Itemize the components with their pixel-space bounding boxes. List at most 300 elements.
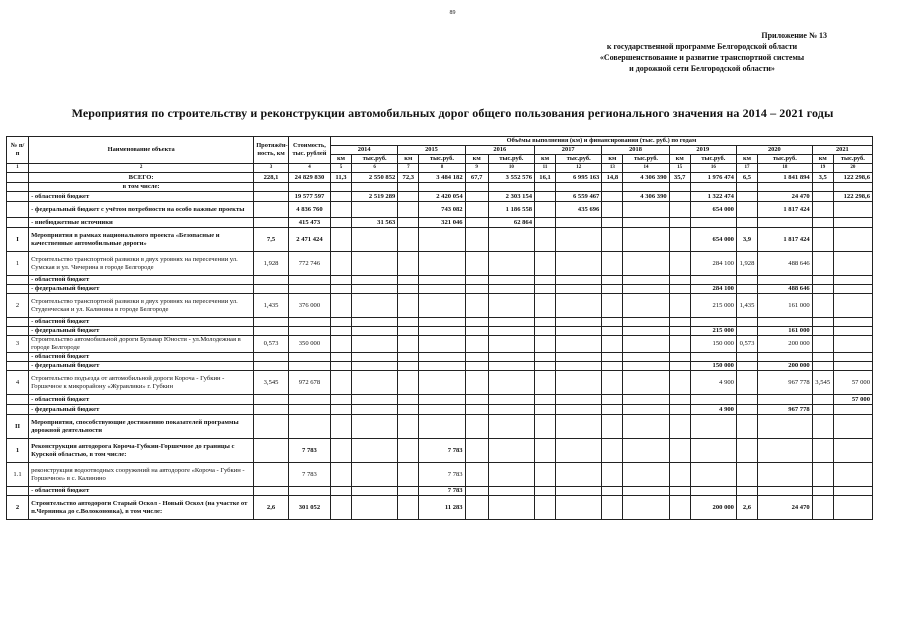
year-rub	[556, 327, 602, 336]
year-rub	[419, 285, 465, 294]
year-km	[398, 415, 419, 439]
year-rub	[623, 252, 669, 276]
row-number	[7, 183, 29, 192]
year-km	[398, 327, 419, 336]
object-name: Строительство транспортной развязки в двух уровнях на пересечении ул. Сумская и ул. Чичерина в городе Белгороде	[29, 252, 254, 276]
header-unit-km: км	[669, 155, 690, 164]
year-rub	[758, 463, 813, 487]
year-km	[736, 183, 757, 192]
year-rub: 1 841 894	[758, 173, 813, 183]
year-km: 3,9	[736, 228, 757, 252]
year-km	[736, 395, 757, 405]
year-km	[602, 218, 623, 228]
table-row	[7, 252, 873, 276]
year-km	[669, 183, 690, 192]
year-km	[602, 276, 623, 285]
year-km	[330, 371, 351, 395]
year-km	[465, 285, 488, 294]
year-km	[465, 405, 488, 415]
year-rub	[419, 276, 465, 285]
column-numbers-row	[7, 164, 873, 173]
year-km	[330, 463, 351, 487]
year-rub	[352, 294, 398, 318]
year-km	[398, 353, 419, 362]
year-rub	[556, 336, 602, 353]
year-rub	[352, 252, 398, 276]
year-km	[535, 327, 556, 336]
year-rub	[352, 202, 398, 218]
year-rub: 200 000	[690, 496, 736, 520]
year-km	[669, 192, 690, 202]
header-unit-rub: тыс.руб.	[690, 155, 736, 164]
year-km	[465, 218, 488, 228]
year-km	[535, 192, 556, 202]
year-rub: 215 000	[690, 327, 736, 336]
year-rub	[488, 439, 534, 463]
year-km	[535, 252, 556, 276]
year-km	[602, 336, 623, 353]
table-header	[7, 137, 873, 173]
year-km	[465, 395, 488, 405]
year-rub	[623, 285, 669, 294]
year-km	[602, 252, 623, 276]
year-rub: 1 322 474	[690, 192, 736, 202]
year-rub: 122 298,6	[833, 173, 872, 183]
object-name: - областной бюджет	[29, 192, 254, 202]
year-rub	[690, 353, 736, 362]
table-row	[7, 362, 873, 371]
year-km	[535, 183, 556, 192]
cost-total	[288, 318, 330, 327]
appendix-line-4: и дорожной сети Белгородской области»	[629, 64, 775, 73]
year-km	[535, 439, 556, 463]
year-km	[398, 285, 419, 294]
year-km: 1,928	[736, 252, 757, 276]
row-number	[7, 362, 29, 371]
year-km	[330, 439, 351, 463]
table-row	[7, 336, 873, 353]
year-rub: 743 082	[419, 202, 465, 218]
page-number: 89	[449, 10, 456, 16]
cost-total: 4 836 760	[288, 202, 330, 218]
cost-total: 7 783	[288, 463, 330, 487]
year-km	[736, 192, 757, 202]
year-rub	[758, 415, 813, 439]
year-rub	[556, 228, 602, 252]
cost-total	[288, 353, 330, 362]
cost-total: 350 000	[288, 336, 330, 353]
cost-total	[288, 276, 330, 285]
cost-total: 7 783	[288, 439, 330, 463]
year-rub	[623, 327, 669, 336]
year-rub	[488, 336, 534, 353]
year-km	[669, 276, 690, 285]
year-rub: 62 864	[488, 218, 534, 228]
year-km	[736, 405, 757, 415]
year-rub	[833, 496, 872, 520]
year-km	[602, 362, 623, 371]
year-km	[465, 318, 488, 327]
row-number: 1.1	[7, 463, 29, 487]
year-rub	[488, 405, 534, 415]
year-km	[602, 183, 623, 192]
year-km	[602, 202, 623, 218]
year-rub	[690, 415, 736, 439]
year-km	[669, 463, 690, 487]
year-km	[398, 228, 419, 252]
year-km	[330, 496, 351, 520]
year-rub: 7 783	[419, 463, 465, 487]
year-km	[669, 395, 690, 405]
year-km	[736, 362, 757, 371]
year-km	[330, 395, 351, 405]
column-number: 9	[465, 164, 488, 173]
header-unit-rub: тыс.руб.	[556, 155, 602, 164]
header-year: 2020	[736, 146, 812, 155]
year-rub	[623, 218, 669, 228]
year-rub: 654 000	[690, 228, 736, 252]
year-km	[736, 439, 757, 463]
object-name: Строительство автодороги Старый Оскол - Новый Оскол (на участке от п.Чернянка до с.Волоконовка), в том числе:	[29, 496, 254, 520]
year-km: 72,3	[398, 173, 419, 183]
year-rub	[833, 285, 872, 294]
year-km: 35,7	[669, 173, 690, 183]
year-km	[812, 353, 833, 362]
year-km	[465, 463, 488, 487]
year-km	[736, 276, 757, 285]
table-row	[7, 415, 873, 439]
column-number: 18	[758, 164, 813, 173]
table-row	[7, 183, 873, 192]
year-rub	[419, 395, 465, 405]
year-km	[535, 463, 556, 487]
cost-total	[288, 415, 330, 439]
table-row	[7, 327, 873, 336]
table-row	[7, 353, 873, 362]
year-km: 3,545	[812, 371, 833, 395]
year-km: 2,6	[736, 496, 757, 520]
object-name: - федеральный бюджет	[29, 327, 254, 336]
year-rub	[623, 496, 669, 520]
year-rub: 3 484 182	[419, 173, 465, 183]
header-year: 2017	[535, 146, 602, 155]
header-name: Наименование объекта	[29, 137, 254, 164]
year-km	[669, 228, 690, 252]
table-row	[7, 228, 873, 252]
year-km	[465, 252, 488, 276]
column-number: 17	[736, 164, 757, 173]
year-rub: 4 306 390	[623, 173, 669, 183]
year-rub	[556, 395, 602, 405]
object-name: - федеральный бюджет	[29, 405, 254, 415]
year-rub: 215 000	[690, 294, 736, 318]
year-km	[736, 318, 757, 327]
year-km	[602, 192, 623, 202]
year-rub	[758, 183, 813, 192]
table-row	[7, 285, 873, 294]
year-rub	[556, 439, 602, 463]
year-rub	[758, 218, 813, 228]
year-km	[669, 353, 690, 362]
year-rub	[352, 395, 398, 405]
length-km	[254, 276, 289, 285]
row-number	[7, 276, 29, 285]
column-number: 19	[812, 164, 833, 173]
year-rub	[488, 463, 534, 487]
year-km	[398, 192, 419, 202]
year-km	[535, 218, 556, 228]
row-number	[7, 405, 29, 415]
year-rub: 31 563	[352, 218, 398, 228]
year-rub: 57 000	[833, 395, 872, 405]
year-rub	[556, 463, 602, 487]
year-rub: 2 303 154	[488, 192, 534, 202]
year-km	[812, 336, 833, 353]
year-rub	[833, 353, 872, 362]
year-km	[398, 252, 419, 276]
cost-total	[288, 487, 330, 496]
year-rub	[623, 183, 669, 192]
year-rub: 488 646	[758, 285, 813, 294]
year-km	[398, 362, 419, 371]
year-km	[398, 318, 419, 327]
year-rub: 435 696	[556, 202, 602, 218]
year-km	[602, 405, 623, 415]
header-unit-rub: тыс.руб.	[419, 155, 465, 164]
year-rub	[488, 362, 534, 371]
year-rub	[488, 276, 534, 285]
year-km	[398, 336, 419, 353]
header-unit-km: км	[535, 155, 556, 164]
year-km	[736, 285, 757, 294]
year-km	[812, 463, 833, 487]
year-km	[398, 405, 419, 415]
year-rub: 11 283	[419, 496, 465, 520]
year-km	[602, 353, 623, 362]
year-rub	[833, 439, 872, 463]
year-rub	[488, 318, 534, 327]
year-rub	[352, 371, 398, 395]
year-rub	[419, 405, 465, 415]
column-number: 2	[29, 164, 254, 173]
header-cost: Стоимость, тыс. рублей	[288, 137, 330, 164]
year-rub	[352, 362, 398, 371]
length-km	[254, 192, 289, 202]
year-rub	[623, 371, 669, 395]
year-rub	[556, 362, 602, 371]
year-km	[812, 439, 833, 463]
year-rub	[556, 415, 602, 439]
year-km	[602, 294, 623, 318]
year-km: 0,573	[736, 336, 757, 353]
year-rub	[758, 487, 813, 496]
year-km	[812, 252, 833, 276]
header-year: 2018	[602, 146, 669, 155]
year-rub: 161 000	[758, 294, 813, 318]
year-km	[535, 336, 556, 353]
year-rub	[488, 183, 534, 192]
column-number: 3	[254, 164, 289, 173]
header-unit-rub: тыс.руб.	[488, 155, 534, 164]
year-km	[535, 285, 556, 294]
year-km	[465, 294, 488, 318]
year-rub	[352, 353, 398, 362]
column-number: 20	[833, 164, 872, 173]
year-rub	[419, 327, 465, 336]
year-rub: 4 306 390	[623, 192, 669, 202]
year-km	[330, 183, 351, 192]
column-number: 15	[669, 164, 690, 173]
year-km	[602, 463, 623, 487]
row-number	[7, 353, 29, 362]
header-volumes: Объёмы выполнения (км) и финансирования (тыс. руб.) по годам	[330, 137, 872, 146]
year-rub	[623, 353, 669, 362]
row-number: 2	[7, 294, 29, 318]
year-km	[602, 285, 623, 294]
year-rub	[419, 228, 465, 252]
year-rub	[623, 463, 669, 487]
header-unit-km: км	[398, 155, 419, 164]
year-rub: 150 000	[690, 336, 736, 353]
header-year: 2021	[812, 146, 872, 155]
object-name: - областной бюджет	[29, 276, 254, 285]
year-rub	[352, 415, 398, 439]
column-number: 6	[352, 164, 398, 173]
table-row	[7, 371, 873, 395]
year-km	[398, 276, 419, 285]
year-rub	[556, 218, 602, 228]
year-rub	[833, 327, 872, 336]
year-rub	[623, 362, 669, 371]
year-rub: 6 995 163	[556, 173, 602, 183]
header-length: Протяжён-ность, км	[254, 137, 289, 164]
year-km	[602, 415, 623, 439]
year-km	[398, 294, 419, 318]
year-km	[602, 228, 623, 252]
year-rub: 967 778	[758, 405, 813, 415]
year-rub: 7 783	[419, 487, 465, 496]
cost-total	[288, 285, 330, 294]
appendix-line-3: «Совершенствование и развитие транспортной системы	[599, 53, 805, 62]
year-km	[812, 415, 833, 439]
year-km	[535, 405, 556, 415]
row-number	[7, 318, 29, 327]
year-rub: 24 470	[758, 192, 813, 202]
table-row	[7, 202, 873, 218]
column-number: 7	[398, 164, 419, 173]
year-rub	[419, 362, 465, 371]
year-rub	[488, 415, 534, 439]
year-rub	[833, 405, 872, 415]
year-rub	[833, 252, 872, 276]
row-number	[7, 192, 29, 202]
year-rub	[352, 439, 398, 463]
object-name: Строительство транспортной развязки в двух уровнях на пересечении ул. Студенческая и ул. Калинина в городе Белгороде	[29, 294, 254, 318]
row-number: 4	[7, 371, 29, 395]
header-unit-km: км	[330, 155, 351, 164]
year-rub	[556, 276, 602, 285]
year-km	[602, 371, 623, 395]
table-row	[7, 439, 873, 463]
year-km	[465, 327, 488, 336]
year-km	[330, 487, 351, 496]
cost-total	[288, 327, 330, 336]
year-rub	[556, 405, 602, 415]
year-rub	[758, 276, 813, 285]
header-unit-km: км	[812, 155, 833, 164]
year-km	[535, 228, 556, 252]
table-row	[7, 318, 873, 327]
year-rub	[419, 318, 465, 327]
year-rub: 2 519 289	[352, 192, 398, 202]
year-rub	[352, 336, 398, 353]
year-km	[669, 439, 690, 463]
length-km: 1,928	[254, 252, 289, 276]
year-rub	[623, 405, 669, 415]
row-number: 1	[7, 252, 29, 276]
year-rub	[419, 371, 465, 395]
year-rub	[488, 487, 534, 496]
table-row	[7, 218, 873, 228]
year-km	[812, 183, 833, 192]
year-km	[669, 487, 690, 496]
row-number	[7, 395, 29, 405]
column-number: 13	[602, 164, 623, 173]
year-rub: 967 778	[758, 371, 813, 395]
table-row	[7, 276, 873, 285]
length-km: 7,5	[254, 228, 289, 252]
year-rub: 4 900	[690, 371, 736, 395]
column-number: 14	[623, 164, 669, 173]
year-km	[736, 202, 757, 218]
year-km	[602, 487, 623, 496]
year-rub	[623, 487, 669, 496]
year-rub	[352, 496, 398, 520]
table-body	[7, 173, 873, 520]
year-rub: 1 976 474	[690, 173, 736, 183]
length-km	[254, 327, 289, 336]
year-rub	[690, 487, 736, 496]
column-number: 11	[535, 164, 556, 173]
cost-total: 19 577 597	[288, 192, 330, 202]
year-km	[465, 192, 488, 202]
year-rub	[488, 327, 534, 336]
year-km	[398, 395, 419, 405]
table-row	[7, 487, 873, 496]
year-rub	[623, 439, 669, 463]
year-km: 14,8	[602, 173, 623, 183]
object-name: - федеральный бюджет	[29, 362, 254, 371]
year-rub	[833, 318, 872, 327]
year-rub: 4 900	[690, 405, 736, 415]
appendix-note	[537, 30, 867, 74]
year-rub: 7 783	[419, 439, 465, 463]
year-km	[669, 318, 690, 327]
year-rub	[419, 415, 465, 439]
year-rub	[488, 252, 534, 276]
year-km	[669, 327, 690, 336]
year-rub	[419, 183, 465, 192]
year-rub	[488, 353, 534, 362]
object-name: - внебюджетные источники	[29, 218, 254, 228]
year-km	[535, 318, 556, 327]
year-rub	[833, 218, 872, 228]
year-km	[812, 318, 833, 327]
object-name: Реконструкция автодорога Короча-Губкин-Горшечное до границы с Курской областью, в том числе:	[29, 439, 254, 463]
year-km	[669, 202, 690, 218]
year-km	[465, 362, 488, 371]
year-km	[812, 487, 833, 496]
